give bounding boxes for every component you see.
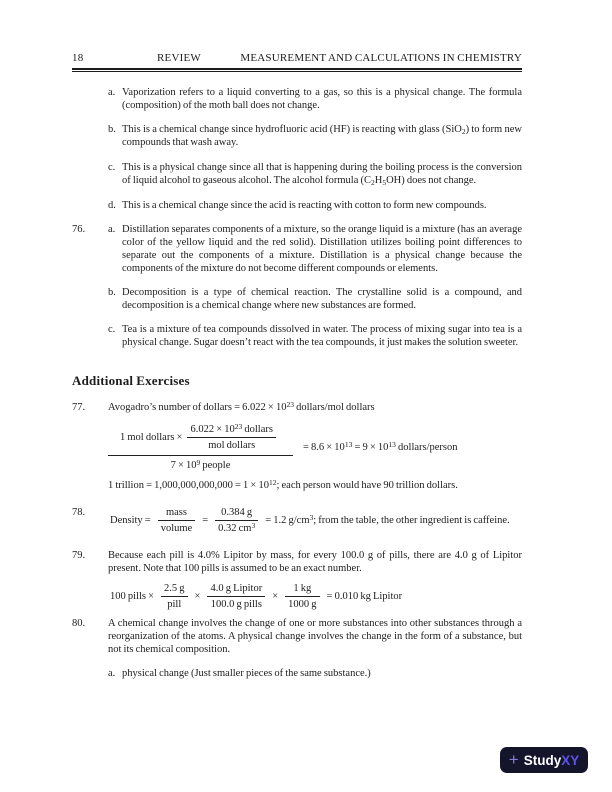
equation-77 — [108, 423, 522, 472]
answer-item-80a — [72, 667, 522, 680]
logo-text-xy: XY — [561, 752, 580, 768]
answer-text: This is a chemical change since the acid is reacting with cotton to form new compounds. — [122, 200, 487, 211]
item-letter: d. — [108, 200, 116, 211]
header-rule — [72, 68, 522, 72]
section-heading: Additional Exercises — [72, 373, 190, 388]
fraction — [285, 582, 319, 611]
fraction-denominator: 0.32 $cm^3$ — [218, 520, 256, 534]
fraction-numerator: 4.0 g Lipitor — [207, 582, 265, 597]
question-number: 79. — [72, 550, 86, 561]
fraction-inner — [187, 423, 276, 452]
answer-item-77 — [72, 401, 522, 414]
logo-text-study: Study — [523, 752, 562, 768]
running-head-section: REVIEW — [157, 52, 201, 64]
times-sign: × — [272, 591, 279, 602]
answer-text: physical change (Just smaller pieces of the same substance.) — [122, 668, 371, 679]
fraction-numerator: 0.384 g — [215, 506, 258, 521]
answer-text: Because each pill is 4.0% Lipitor by mass, for every 100.0 g of pills, there are 4.0 g of Lipitor present. Note that 100 pills is assumed to be an exact number. — [108, 550, 522, 574]
answer-text: This is a chemical change since hydrofluoric acid (HF) is reacting with glass (SiO$_2$) to form new compounds that wash away. — [122, 124, 522, 148]
plus-icon: + — [508, 750, 519, 769]
question-number: 80. — [72, 618, 86, 629]
answer-item-78 — [72, 506, 522, 535]
item-letter: b. — [108, 124, 116, 135]
equation-79 — [108, 582, 522, 611]
item-letter: a. — [108, 224, 116, 235]
trillion-note: 1 trillion = $1,000,000,000,000 = 1 \times 10^{12}$; each person would have 90 trillion dollars. — [108, 477, 458, 491]
answer-item-79 — [72, 549, 522, 575]
answer-item-75b — [72, 123, 522, 149]
answer-item-75c — [72, 161, 522, 187]
question-number: 77. — [72, 402, 86, 413]
question-number: 78. — [72, 507, 86, 518]
equation-result: = $8.6 \times 10^{13} = 9 \times 10^{13}$ dollars/person — [302, 439, 458, 453]
fraction-prefix: 1 mol dollars × — [120, 432, 183, 443]
times-sign: × — [194, 591, 201, 602]
item-letter: c. — [108, 162, 116, 173]
fraction-numerator: 1 kg — [285, 582, 319, 597]
answer-item-76b — [72, 286, 522, 312]
equation-prefix: 100 pills × — [110, 591, 155, 602]
answer-item-76c — [72, 323, 522, 349]
fraction — [158, 506, 196, 535]
equation-result: = 1.2 $g/cm^3$; from the table, the other ingredient is caffeine. — [265, 512, 510, 526]
question-number: 76. — [72, 224, 86, 235]
answer-text: Decomposition is a type of chemical reaction. The crystalline solid is a compound, and decomposition is a chemical change where new substances are formed. — [122, 287, 522, 311]
item-letter: c. — [108, 324, 116, 335]
fraction-denominator: volume — [160, 523, 193, 534]
answer-item-75a — [72, 86, 522, 112]
fraction-main — [108, 423, 293, 472]
fraction-denominator: 100.0 g pills — [210, 599, 262, 610]
fraction-numerator: $6.022 \times 10^{23}$ dollars — [187, 423, 276, 438]
running-head-title: MEASUREMENT AND CALCULATIONS IN CHEMISTRY — [240, 52, 522, 64]
answer-item-80 — [72, 617, 522, 656]
answer-text: Tea is a mixture of tea compounds dissolved in water. The process of mixing sugar into tea is a physical change. Sugar doesn’t react with the tea compounds, it just makes the solution sweeter. — [122, 324, 522, 348]
equation-prefix: Density = — [110, 515, 151, 526]
fraction-numerator: mass — [158, 506, 196, 521]
studyxy-logo — [500, 747, 588, 773]
equation-result: = 0.010 kg Lipitor — [326, 591, 403, 602]
fraction-denominator: pill — [167, 599, 182, 610]
logo-brand — [524, 754, 580, 767]
answer-text: This is a physical change since all that is happening during the boiling process is the conversion of liquid alcohol to gaseous alcohol. The alcohol formula $(C_2H_5OH)$ does not change. — [122, 162, 522, 187]
answer-text: Vaporization refers to a liquid converting to a gas, so this is a physical change. The formula (composition) of the moth ball does not change. — [122, 87, 522, 111]
fraction — [161, 582, 188, 611]
fraction — [207, 582, 265, 611]
answer-text: A chemical change involves the change of one or more substances into other substances through a reorganization of the atoms. A physical change involves the change in the form of a substance, but not its chemical composition. — [108, 618, 522, 655]
fraction — [215, 506, 258, 535]
fraction-denominator: mol dollars — [208, 440, 256, 451]
answer-item-75d — [72, 199, 522, 212]
answer-text: Distillation separates components of a mixture, so the orange liquid is a mixture (has an average color of the yellow liquid and the red solid). Distillation utilizes boiling point differences to separate out the components of a mixture. Distillation is a physical change because the components of the mixture do not become different compounds or elements. — [122, 224, 522, 274]
page-header — [72, 0, 522, 65]
fraction-denominator: $7 \times 10^9$ people — [170, 457, 231, 471]
equation-78 — [108, 506, 512, 535]
answer-item-76a — [72, 223, 522, 275]
fraction-numerator: 2.5 g — [161, 582, 188, 597]
fraction-denominator: 1000 g — [288, 599, 317, 610]
equals-sign: = — [202, 515, 209, 526]
item-letter: a. — [108, 87, 116, 98]
page-number: 18 — [72, 52, 84, 64]
item-letter: a. — [108, 668, 116, 679]
answer-text: Avogadro’s number of dollars = $6.022 \times 10^{23}$ dollars/mol dollars — [108, 399, 375, 413]
item-letter: b. — [108, 287, 116, 298]
